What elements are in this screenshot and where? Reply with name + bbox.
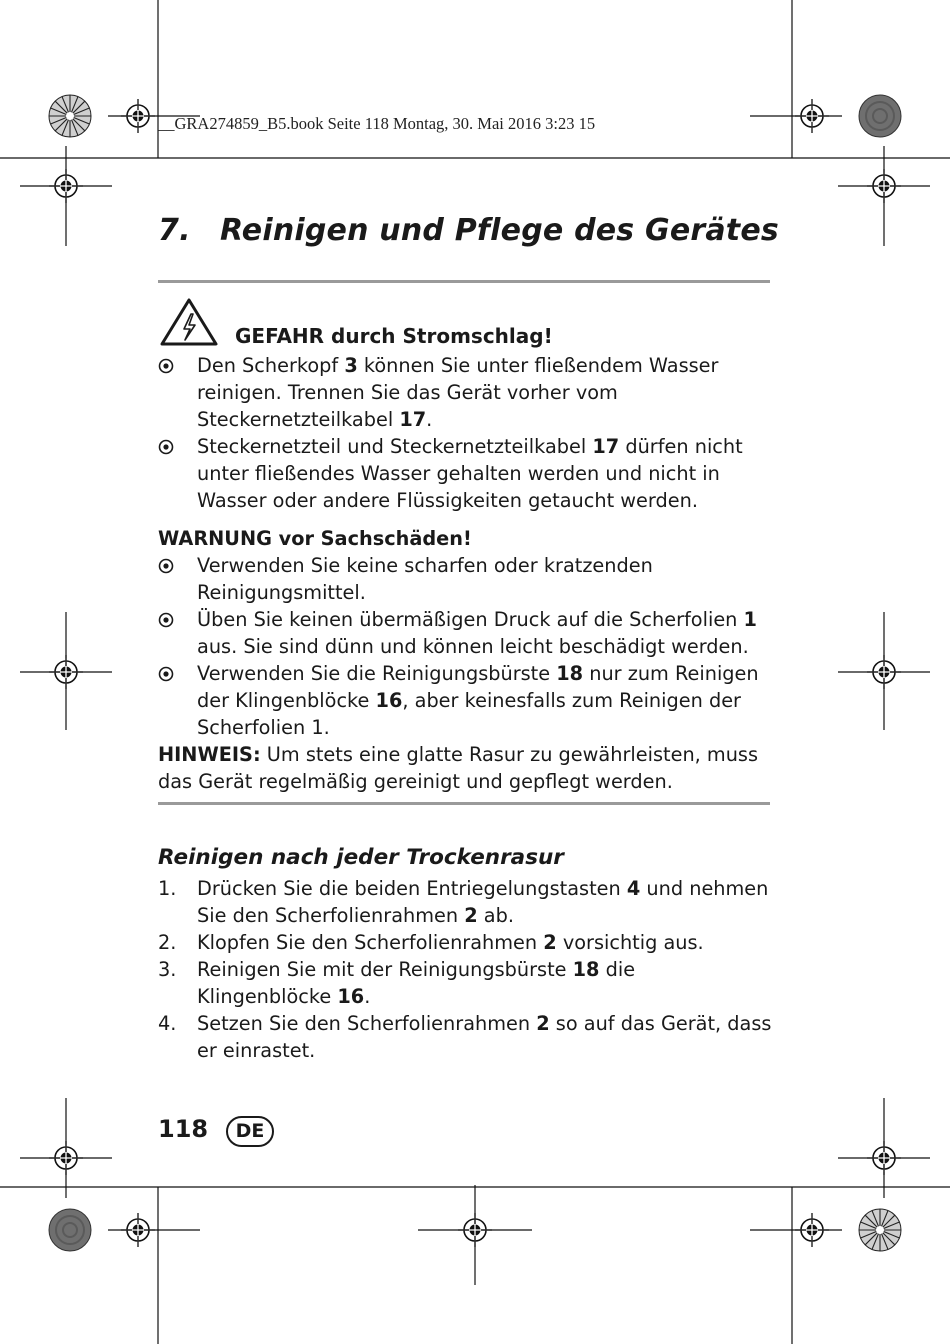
- bullet-icon: [158, 439, 174, 455]
- danger-heading: [158, 296, 770, 348]
- ref-number: 16: [375, 689, 403, 712]
- ref-number: 17: [592, 435, 620, 458]
- list-item: [158, 352, 772, 433]
- item-text: können Sie unter fließendem Wasser reinigen. Trennen Sie das Gerät vorher vom Steckernetzteilkabel: [197, 354, 719, 431]
- list-item: [158, 956, 772, 1010]
- print-info-header: __GRA274859_B5.book Seite 118 Montag, 30. Mai 2016 3:23 15: [158, 114, 596, 133]
- item-text: Klopfen Sie den Scherfolienrahmen: [197, 931, 544, 954]
- section-number: 7.: [158, 213, 191, 248]
- item-text: Setzen Sie den Scherfolienrahmen: [197, 1012, 537, 1035]
- ref-number: 3: [344, 354, 358, 377]
- item-text: Reinigen Sie mit der Reinigungsbürste: [197, 958, 573, 981]
- steps-list: [158, 875, 772, 1064]
- list-item: [158, 660, 772, 741]
- item-text: so auf das Gerät, dass er einrastet.: [197, 1012, 772, 1062]
- item-text: aus. Sie sind dünn und können leicht beschädigt werden.: [197, 635, 749, 658]
- item-text: Steckernetzteil und Steckernetzteilkabel: [197, 435, 593, 458]
- bullet-icon: [158, 558, 174, 574]
- bullet-icon: [158, 612, 174, 628]
- item-text: Drücken Sie die beiden Entriegelungstasten: [197, 877, 627, 900]
- list-item: [158, 929, 772, 956]
- warning-section: [158, 525, 772, 795]
- item-text: .: [364, 985, 371, 1008]
- section-rule-bottom: [158, 802, 770, 805]
- section-title-text: Reinigen und Pflege des Gerätes: [220, 213, 779, 248]
- item-text: und nehmen Sie den Scherfolienrahmen: [197, 877, 769, 927]
- item-text: vorsichtig aus.: [556, 931, 704, 954]
- list-item: [158, 433, 772, 514]
- ref-number: 2: [536, 1012, 550, 1035]
- ref-number: 2: [464, 904, 478, 927]
- item-text: dürfen nicht unter fließendes Wasser gehalten werden und nicht in Wasser oder andere Flüssigkeiten getaucht werden.: [197, 435, 743, 512]
- subsection-title: Reinigen nach jeder Trockenrasur: [158, 845, 564, 870]
- warning-triangle-electric-icon: [158, 296, 220, 348]
- list-item: [158, 606, 772, 660]
- item-text: Verwenden Sie keine scharfen oder kratzenden Reinigungsmittel.: [197, 554, 653, 604]
- bullet-icon: [158, 666, 174, 682]
- list-item: [158, 875, 772, 929]
- note-text: Um stets eine glatte Rasur zu gewährleisten, muss das Gerät regelmäßig gereinigt und gepflegt werden.: [158, 743, 759, 793]
- item-text: die Klingenblöcke: [197, 958, 636, 1008]
- item-text: Üben Sie keinen übermäßigen Druck auf die Scherfolien: [197, 608, 744, 631]
- section-rule-top: [158, 280, 770, 283]
- item-text: Verwenden Sie die Reinigungsbürste: [197, 662, 557, 685]
- note-label: HINWEIS:: [158, 743, 261, 766]
- list-item: [158, 552, 772, 606]
- ref-number: 2: [543, 931, 557, 954]
- page-number: 118: [158, 1115, 209, 1143]
- step-number: 2.: [158, 931, 177, 954]
- bullet-icon: [158, 358, 174, 374]
- danger-list: [158, 352, 772, 514]
- ref-number: 18: [556, 662, 584, 685]
- ref-number: 17: [399, 408, 427, 431]
- item-text: .: [426, 408, 433, 431]
- item-text: Den Scherkopf: [197, 354, 345, 377]
- note-paragraph: [158, 741, 772, 795]
- step-number: 3.: [158, 958, 177, 981]
- list-item: [158, 1010, 772, 1064]
- ref-number: 18: [572, 958, 600, 981]
- section-title: [158, 213, 778, 248]
- item-text: nur zum Reinigen der Klingenblöcke: [197, 662, 759, 712]
- language-badge: DE: [226, 1116, 274, 1147]
- warning-title: WARNUNG vor Sachschäden!: [158, 527, 472, 550]
- step-number: 1.: [158, 877, 177, 900]
- ref-number: 1: [743, 608, 757, 631]
- danger-title: GEFAHR durch Stromschlag!: [235, 324, 553, 348]
- ref-number: 16: [337, 985, 365, 1008]
- ref-number: 4: [626, 877, 641, 900]
- step-number: 4.: [158, 1012, 177, 1035]
- item-text: ab.: [477, 904, 514, 927]
- item-text: , aber keinesfalls zum Reinigen der Scherfolien 1.: [197, 689, 741, 739]
